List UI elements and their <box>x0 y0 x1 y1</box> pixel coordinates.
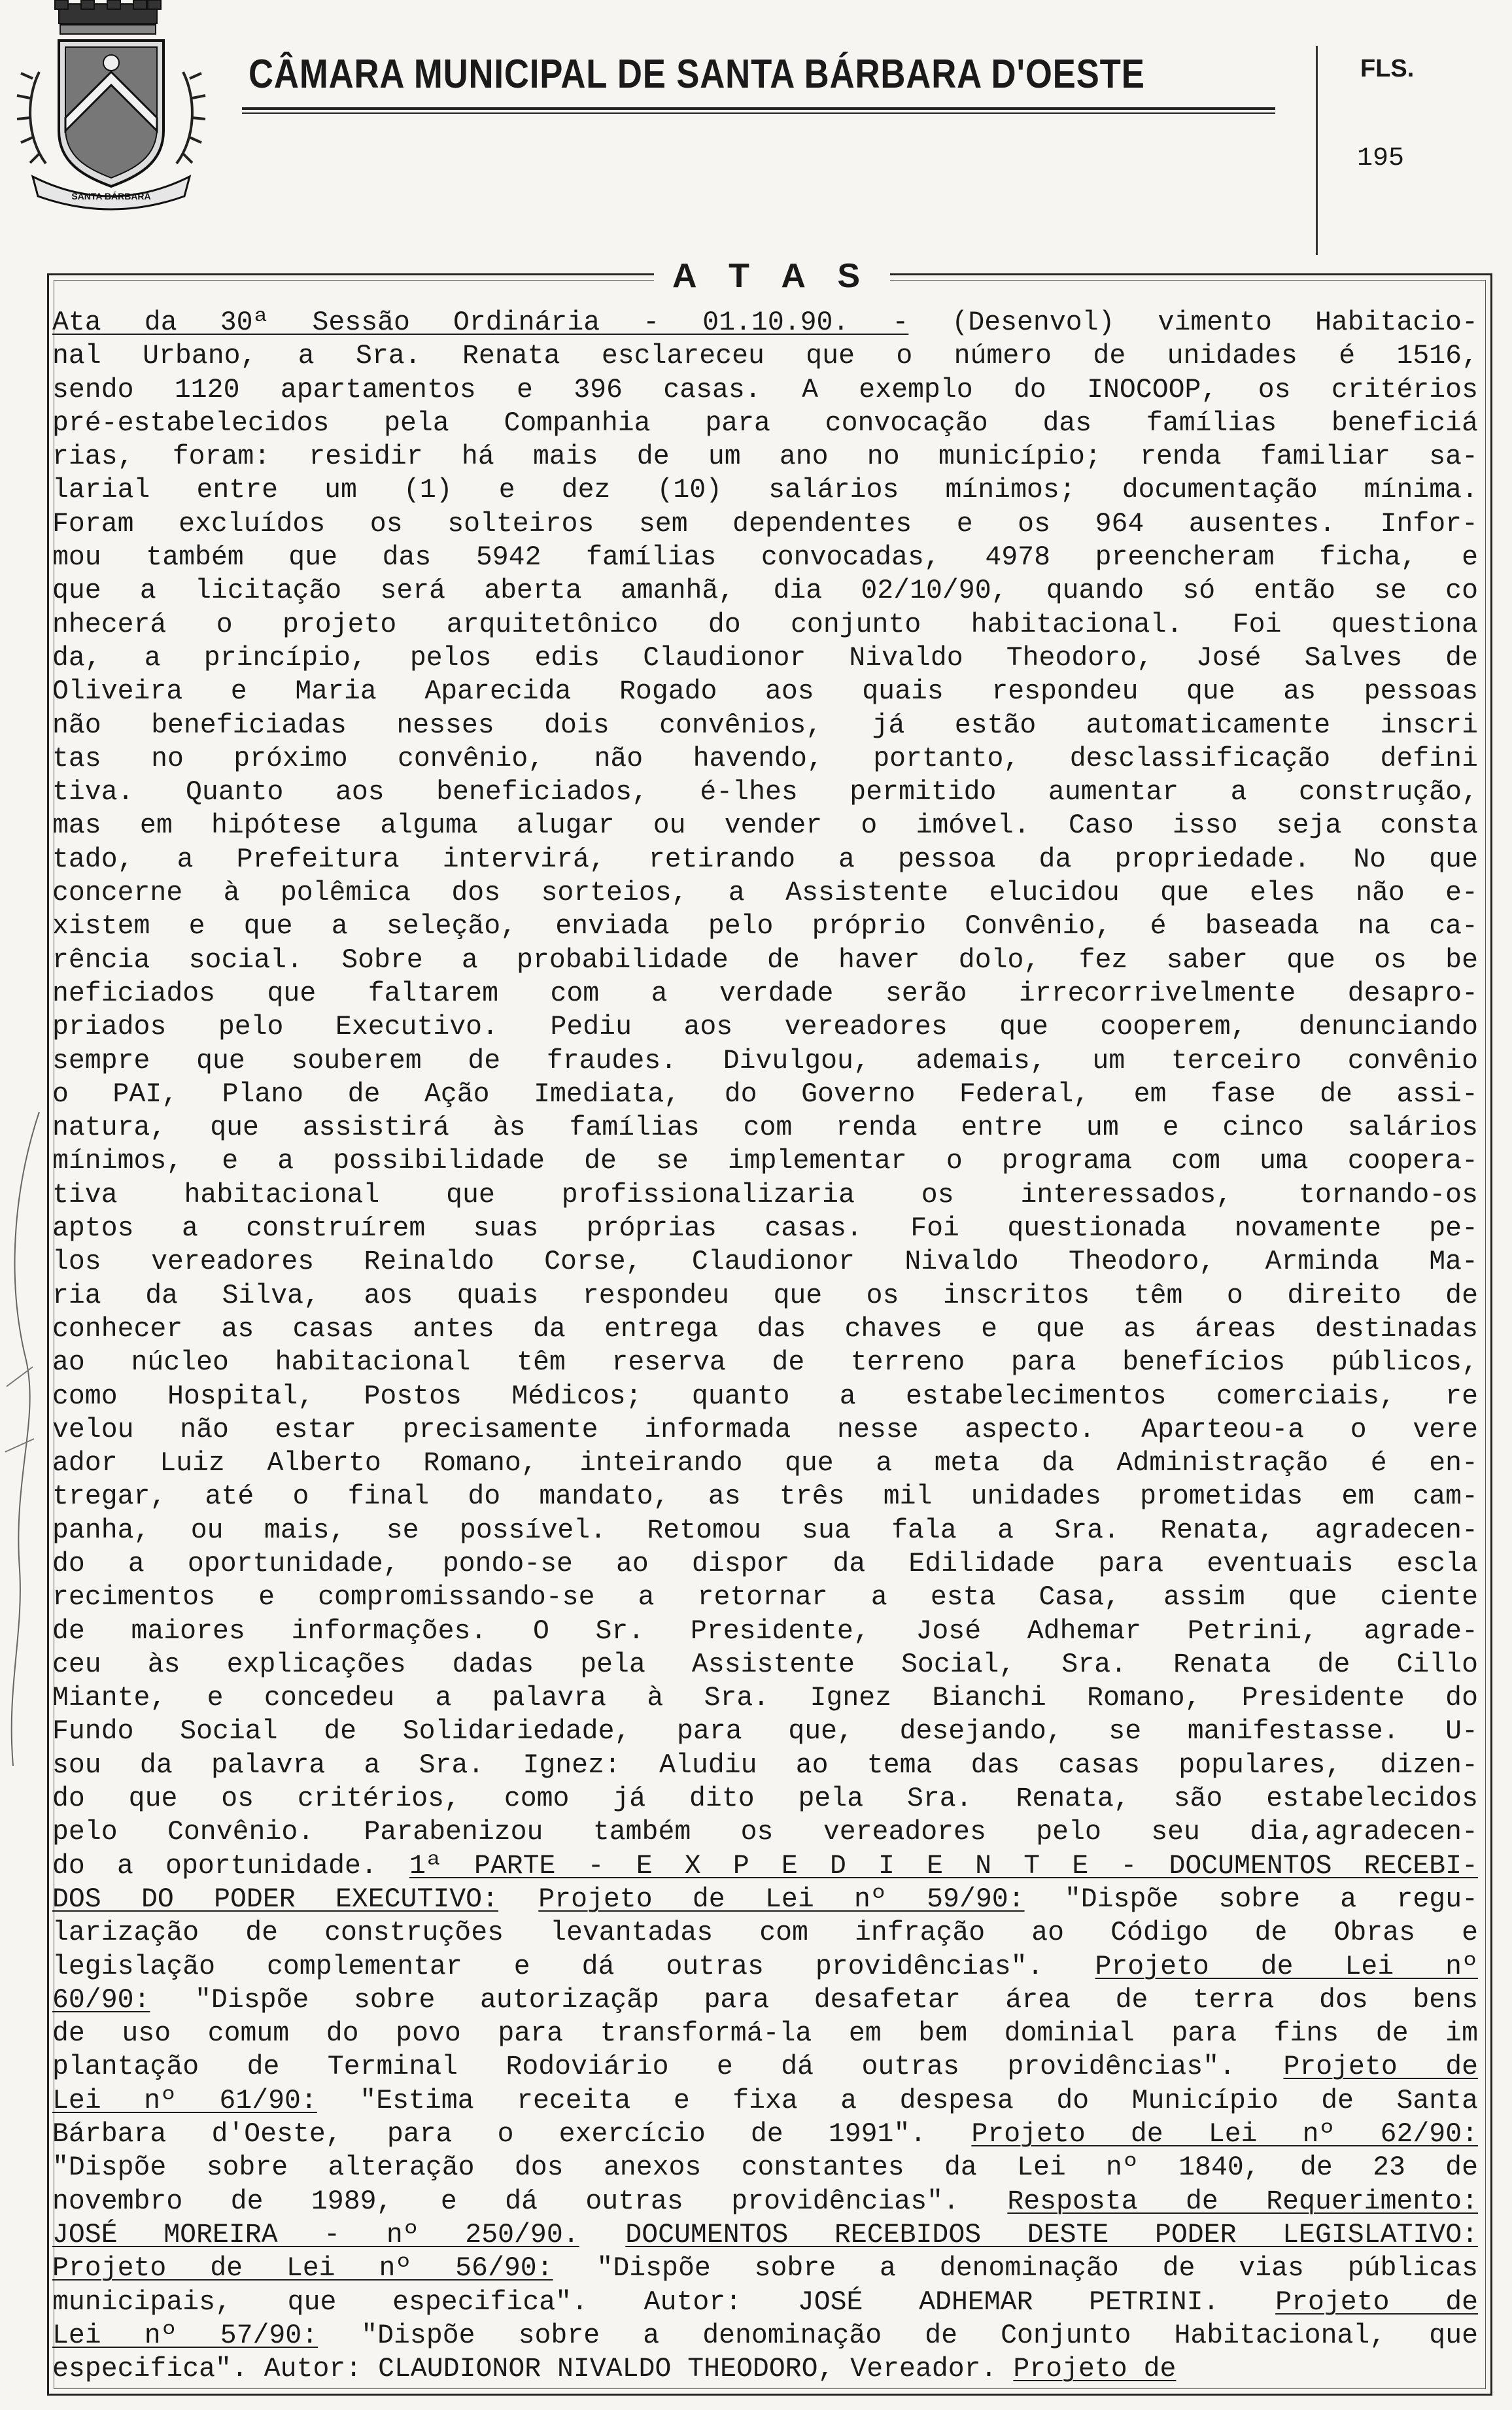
text-segment: priados pelo Executivo. Pediu aos vereadores que cooperem, denunciando <box>52 1012 1478 1043</box>
underlined-heading: Projeto de Lei nº 56/90: <box>52 2253 553 2284</box>
text-line <box>52 339 1478 373</box>
text-segment: ceu às explicações dadas pela Assistente Social, Sra. Renata de Cillo <box>52 1649 1478 1680</box>
text-line <box>52 1850 1478 1883</box>
text-line <box>52 1111 1478 1145</box>
text-segment: rência social. Sobre a probabilidade de haver dolo, fez saber que os be <box>52 944 1478 976</box>
text-line <box>52 2218 1478 2252</box>
text-line <box>52 1245 1478 1279</box>
text-segment: mou também que das 5942 famílias convocadas, 4978 preencheram ficha, e <box>52 542 1478 574</box>
text-segment: pelo Convênio. Parabenizou também os vereadores pelo seu dia,agradecen- <box>52 1817 1478 1848</box>
text-segment: rias, foram: residir há mais de um ano no município; renda familiar sa- <box>52 441 1478 473</box>
text-line <box>52 508 1478 541</box>
text-segment: "Dispõe sobre autorizaçãp para desafetar área de terra dos bens <box>150 1984 1478 2016</box>
text-line <box>52 1547 1478 1581</box>
text-line <box>52 1916 1478 1950</box>
text-segment: legislação complementar e dá outras providências". <box>52 1951 1095 1982</box>
underlined-heading: Projeto de Lei nº 62/90: <box>971 2119 1479 2150</box>
text-line <box>52 1883 1478 1916</box>
text-segment <box>579 2220 626 2250</box>
text-segment: neficiados que faltarem com a verdade serão irrecorrivelmente desapro- <box>52 978 1478 1009</box>
text-segment: los vereadores Reinaldo Corse, Claudionor Nivaldo Theodoro, Arminda Ma- <box>52 1247 1478 1278</box>
text-segment: (Desenvol) vimento Habitacio- <box>908 307 1478 338</box>
chamber-title: CÂMARA MUNICIPAL DE SANTA BÁRBARA D'OESTE <box>249 52 1145 97</box>
text-segment: concerne à polêmica dos sorteios, a Assistente elucidou que eles não e- <box>52 878 1478 909</box>
text-line <box>52 1078 1478 1111</box>
text-segment: tado, a Prefeitura intervirá, retirando a pessoa da propriedade. No que <box>52 844 1478 875</box>
text-segment: "Dispõe sobre a denominação de Conjunto Habitacional, que <box>318 2320 1478 2351</box>
text-line <box>52 1581 1478 1614</box>
text-segment: "Dispõe sobre alteração dos anexos constantes da Lei nº 1840, de 23 de <box>52 2152 1478 2184</box>
text-segment: larização de construções levantadas com infração ao Código de Obras e <box>52 1918 1478 1949</box>
text-segment: conhecer as casas antes da entrega das chaves e que as áreas destinadas <box>52 1313 1478 1345</box>
text-line <box>52 1346 1478 1379</box>
underlined-heading: Resposta de Requerimento: <box>1007 2186 1478 2217</box>
underlined-heading: Projeto de Lei nº 59/90: <box>538 1884 1025 1915</box>
text-line <box>52 373 1478 407</box>
text-line <box>52 2151 1478 2184</box>
text-segment: tiva. Quanto aos beneficiados, é-lhes permitido aumentar a construção, <box>52 777 1478 808</box>
text-line <box>52 809 1478 842</box>
text-segment: "Estima receita e fixa a despesa do Município de Santa <box>317 2085 1478 2116</box>
text-segment: panha, ou mais, se possível. Retomou sua fala a Sra. Renata, agradecen- <box>52 1515 1478 1546</box>
text-line <box>52 440 1478 473</box>
text-line <box>52 1179 1478 1212</box>
text-segment: do a oportunidade, pondo-se ao dispor da Edilidade para eventuais escla <box>52 1548 1478 1579</box>
text-segment: de maiores informações. O Sr. Presidente, José Adhemar Petrini, agrade- <box>52 1615 1478 1647</box>
text-line <box>52 1984 1478 2017</box>
underlined-heading: 60/90: <box>52 1984 150 2016</box>
text-line <box>52 2118 1478 2151</box>
text-segment: nhecerá o projeto arquitetônico do conjunto habitacional. Foi questiona <box>52 609 1478 640</box>
text-line <box>52 675 1478 708</box>
text-line <box>52 2185 1478 2218</box>
text-line <box>52 1447 1478 1480</box>
text-line <box>52 2319 1478 2352</box>
text-segment: mas em hipótese alguma alugar ou vender o imóvel. Caso isso seja consta <box>52 810 1478 842</box>
text-segment: do a oportunidade. <box>52 1850 409 1882</box>
text-line <box>52 541 1478 574</box>
text-segment: aptos a construírem suas próprias casas. Foi questionada novamente pe- <box>52 1213 1478 1245</box>
underlined-heading: DOCUMENTOS RECEBIDOS DESTE PODER LEGISLATIVO: <box>625 2219 1479 2250</box>
text-segment: de uso comum do povo para transformá-la em bem dominial para fins de im <box>52 2018 1478 2050</box>
text-segment: recimentos e compromissando-se a retornar a esta Casa, assim que ciente <box>52 1582 1478 1613</box>
text-segment: ao núcleo habitacional têm reserva de terreno para benefícios públicos, <box>52 1347 1478 1379</box>
text-line <box>52 2050 1478 2084</box>
text-segment <box>498 1884 538 1915</box>
text-line <box>52 473 1478 507</box>
underlined-heading: 1ª PARTE - E X P E D I E N T E - DOCUMENTOS RECEBI- <box>409 1850 1478 1882</box>
text-line <box>52 1816 1478 1849</box>
text-line <box>52 2084 1478 2118</box>
text-line <box>52 1212 1478 1245</box>
text-segment: plantação de Terminal Rodoviário e dá outras providências". <box>52 2052 1284 2083</box>
text-line <box>52 306 1478 339</box>
text-segment: Foram excluídos os solteiros sem dependentes e os 964 ausentes. Infor- <box>52 508 1478 540</box>
text-segment: sendo 1120 apartamentos e 396 casas. A exemplo do INOCOOP, os critérios <box>52 374 1478 405</box>
page-number-divider <box>1316 46 1318 255</box>
header-divider-thin <box>242 112 1275 114</box>
text-line <box>52 642 1478 675</box>
svg-text:SANTA BÁRBARA: SANTA BÁRBARA <box>71 191 151 201</box>
text-line <box>52 1950 1478 1984</box>
text-line <box>52 407 1478 440</box>
text-line <box>52 2017 1478 2050</box>
text-segment: Miante, e concedeu a palavra à Sra. Ignez Bianchi Romano, Presidente do <box>52 1683 1478 1714</box>
text-line <box>52 1279 1478 1313</box>
underlined-heading: DOS DO PODER EXECUTIVO: <box>52 1884 498 1915</box>
text-line <box>52 977 1478 1010</box>
text-segment: especifica". Autor: CLAUDIONOR NIVALDO THEODORO, Vereador. <box>52 2354 1014 2385</box>
text-line <box>52 1648 1478 1681</box>
text-line <box>52 574 1478 608</box>
underlined-heading: Projeto de <box>1275 2286 1478 2318</box>
underlined-heading: Lei nº 61/90: <box>52 2085 317 2116</box>
text-segment: nal Urbano, a Sra. Renata esclareceu que o número de unidades é 1516, <box>52 341 1478 372</box>
municipal-crest-icon <box>13 0 209 216</box>
text-line <box>52 1782 1478 1816</box>
text-line <box>52 2352 1478 2386</box>
text-line <box>52 1145 1478 1178</box>
text-segment: sempre que souberem de fraudes. Divulgou, ademais, um terceiro convênio <box>52 1045 1478 1076</box>
minutes-body <box>52 306 1478 2386</box>
section-title: A T A S <box>654 256 890 296</box>
underlined-heading: Projeto de <box>1283 2052 1479 2083</box>
text-segment: xistem e que a seleção, enviada pelo próprio Convênio, é baseada na ca- <box>52 911 1478 942</box>
text-segment: mínimos, e a possibilidade de se implementar o programa com uma coopera- <box>52 1146 1478 1177</box>
text-segment: como Hospital, Postos Médicos; quanto a estabelecimentos comerciais, re <box>52 1381 1478 1412</box>
underlined-heading: Ata da 30ª Sessão Ordinária - 01.10.90. - <box>52 307 909 338</box>
header-divider <box>242 107 1275 110</box>
text-line <box>52 1380 1478 1413</box>
underlined-heading: JOSÉ MOREIRA - nº 250/90. <box>52 2219 579 2250</box>
text-line <box>52 1749 1478 1782</box>
text-segment: ria da Silva, aos quais respondeu que os inscritos têm o direito de <box>52 1280 1478 1311</box>
text-segment: novembro de 1989, e dá outras providências". <box>52 2186 1008 2217</box>
text-segment: pré-estabelecidos pela Companhia para convocação das famílias beneficiá <box>52 407 1478 439</box>
underlined-heading: Projeto de Lei nº <box>1095 1951 1478 1982</box>
text-segment: ador Luiz Alberto Romano, inteirando que a meta da Administração é en- <box>52 1448 1478 1479</box>
text-segment: velou não estar precisamente informada nesse aspecto. Aparteou-a o vere <box>52 1414 1478 1445</box>
text-segment: "Dispõe sobre a regu- <box>1024 1884 1479 1915</box>
underlined-heading: Lei nº 57/90: <box>52 2320 318 2351</box>
text-segment: da, a princípio, pelos edis Claudionor Nivaldo Theodoro, José Salves de <box>52 642 1478 674</box>
text-line <box>52 1413 1478 1447</box>
text-segment: que a licitação será aberta amanhã, dia 02/10/90, quando só então se co <box>52 576 1478 607</box>
text-segment: municipais, que especifica". Autor: JOSÉ ADHEMAR PETRINI. <box>52 2286 1276 2318</box>
text-line <box>52 1044 1478 1078</box>
text-line <box>52 876 1478 910</box>
text-line <box>52 709 1478 742</box>
page-number: 195 <box>1357 144 1405 173</box>
text-line <box>52 776 1478 809</box>
text-segment: tregar, até o final do mandato, as três mil unidades prometidas em cam- <box>52 1481 1478 1513</box>
text-segment: do que os critérios, como já dito pela Sra. Renata, são estabelecidos <box>52 1783 1478 1815</box>
text-line <box>52 843 1478 876</box>
text-segment: Fundo Social de Solidariedade, para que, desejando, se manifestasse. U- <box>52 1716 1478 1747</box>
text-line <box>52 910 1478 943</box>
text-line <box>52 1514 1478 1547</box>
text-segment: "Dispõe sobre a denominação de vias públicas <box>553 2253 1478 2284</box>
text-segment: sou da palavra a Sra. Ignez: Aludiu ao tema das casas populares, dizen- <box>52 1749 1478 1781</box>
text-line <box>52 1615 1478 1648</box>
text-segment: Oliveira e Maria Aparecida Rogado aos quais respondeu que as pessoas <box>52 676 1478 708</box>
text-line <box>52 2252 1478 2285</box>
text-segment: tiva habitacional que profissionalizaria os interessados, tornando-os <box>52 1179 1478 1211</box>
underlined-heading: Projeto de <box>1013 2354 1177 2385</box>
text-line <box>52 1681 1478 1715</box>
text-segment: o PAI, Plano de Ação Imediata, do Governo Federal, em fase de assi- <box>52 1078 1478 1110</box>
folio-label: FLS. <box>1360 55 1415 82</box>
text-line <box>52 944 1478 977</box>
text-line <box>52 608 1478 642</box>
text-line <box>52 1010 1478 1044</box>
text-segment: tas no próximo convênio, não havendo, portanto, desclassificação defini <box>52 743 1478 774</box>
text-segment: natura, que assistirá às famílias com renda entre um e cinco salários <box>52 1112 1478 1144</box>
margin-signature-mark <box>0 1112 46 1766</box>
text-line <box>52 1480 1478 1513</box>
text-segment: larial entre um (1) e dez (10) salários mínimos; documentação mínima. <box>52 475 1478 506</box>
text-line <box>52 1715 1478 1748</box>
text-line <box>52 742 1478 776</box>
text-segment: não beneficiadas nesses dois convênios, já estão automaticamente inscri <box>52 710 1478 741</box>
text-line <box>52 1313 1478 1346</box>
text-line <box>52 2286 1478 2319</box>
text-segment: Bárbara d'Oeste, para o exercício de 1991". <box>52 2119 972 2150</box>
